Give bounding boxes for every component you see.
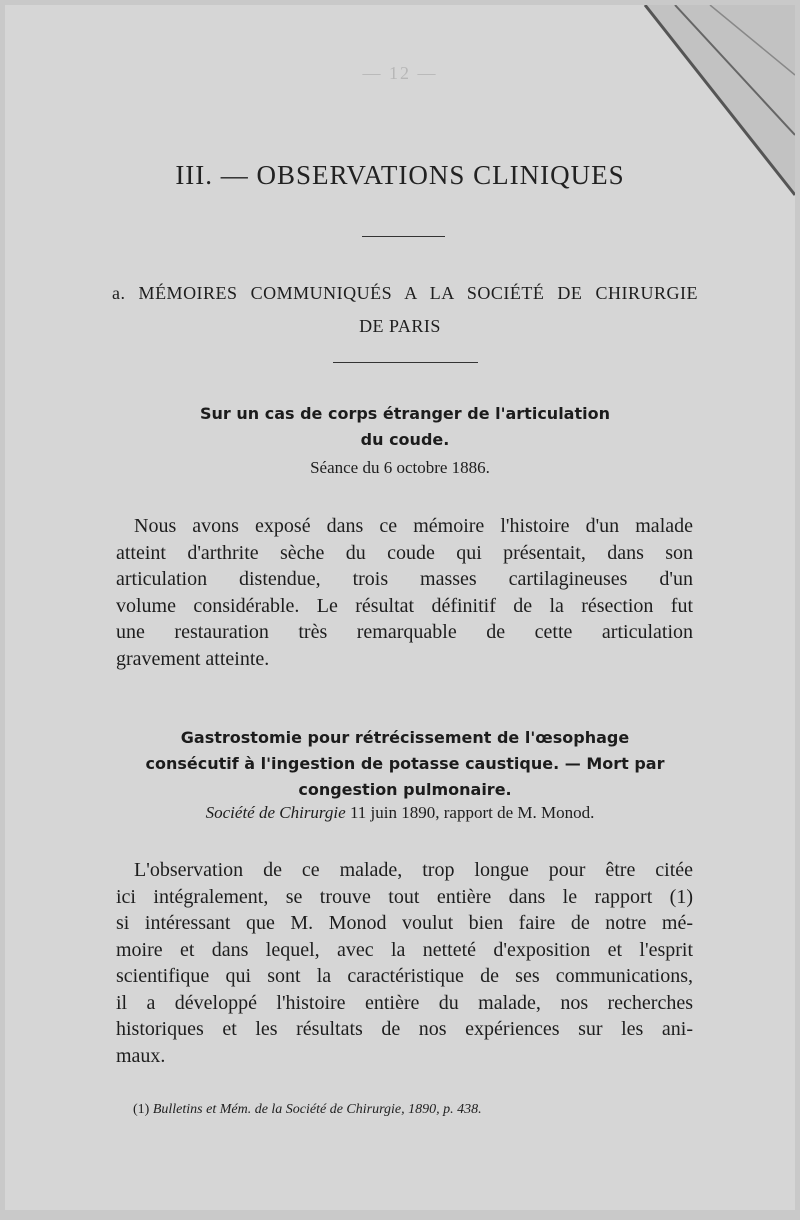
article-body [116,857,693,1069]
subsection-heading-cont: DE PARIS [359,316,441,336]
footnote [133,1102,693,1118]
body-line: articulation distendue, trois masses cartilagineuses d'un [116,568,693,590]
document-page [5,5,795,1210]
section-title: III. — OBSERVATIONS CLINIQUES [175,160,625,190]
divider [362,236,445,237]
article-title [115,725,695,803]
body-line: il a développé l'histoire entière du malade, nos recherches [116,991,693,1014]
body-line: Nous avons exposé dans ce mémoire l'histoire d'un malade [134,515,693,537]
page-folio: — 12 — [362,63,438,83]
article-title-line: Gastrostomie pour rétrécissement de l'œsophage [180,728,630,747]
body-line: une restauration très remarquable de cette articulation [116,621,693,643]
body-line: ici intégralement, se trouve tout entière dans le rapport (1) [116,885,693,908]
footnote-number: (1) [133,1102,150,1117]
body-line: atteint d'arthrite sèche du coude qui présentait, dans son [116,541,693,564]
article-title-line: du coude. [360,430,450,449]
article-title [115,401,695,453]
meta-society: Société de Chirurgie [205,803,346,822]
meta-date: 11 juin 1890, rapport de M. Monod. [345,803,595,822]
body-line: L'observation de ce malade, trop longue pour être citée [134,859,693,881]
article-title-line: Sur un cas de corps étranger de l'articulation [200,404,610,423]
divider [333,362,478,363]
body-line: historiques et les résultats de nos expériences sur les ani- [116,1018,693,1040]
subsection-heading: a. MÉMOIRES COMMUNIQUÉS A LA SOCIÉTÉ DE CHIRURGIE [112,283,698,303]
article-meta: Séance du 6 octobre 1886. [310,458,490,477]
body-line: si intéressant que M. Monod voulut bien faire de notre mé- [116,912,693,934]
body-line: gravement atteinte. [116,647,270,670]
article-title-line: congestion pulmonaire. [298,780,512,799]
article-title-line: consécutif à l'ingestion de potasse caustique. — Mort par [145,754,665,773]
body-line: maux. [116,1044,166,1067]
body-line: scientifique qui sont la caractéristique de ses communications, [116,965,693,987]
footnote-text: Bulletins et Mém. de la Société de Chirurgie, 1890, p. 438. [149,1102,482,1117]
body-line: moire et dans lequel, avec la netteté d'exposition et l'esprit [116,938,693,961]
article-meta [5,803,795,823]
body-line: volume considérable. Le résultat définitif de la résection fut [116,594,693,617]
article-body [116,513,693,672]
